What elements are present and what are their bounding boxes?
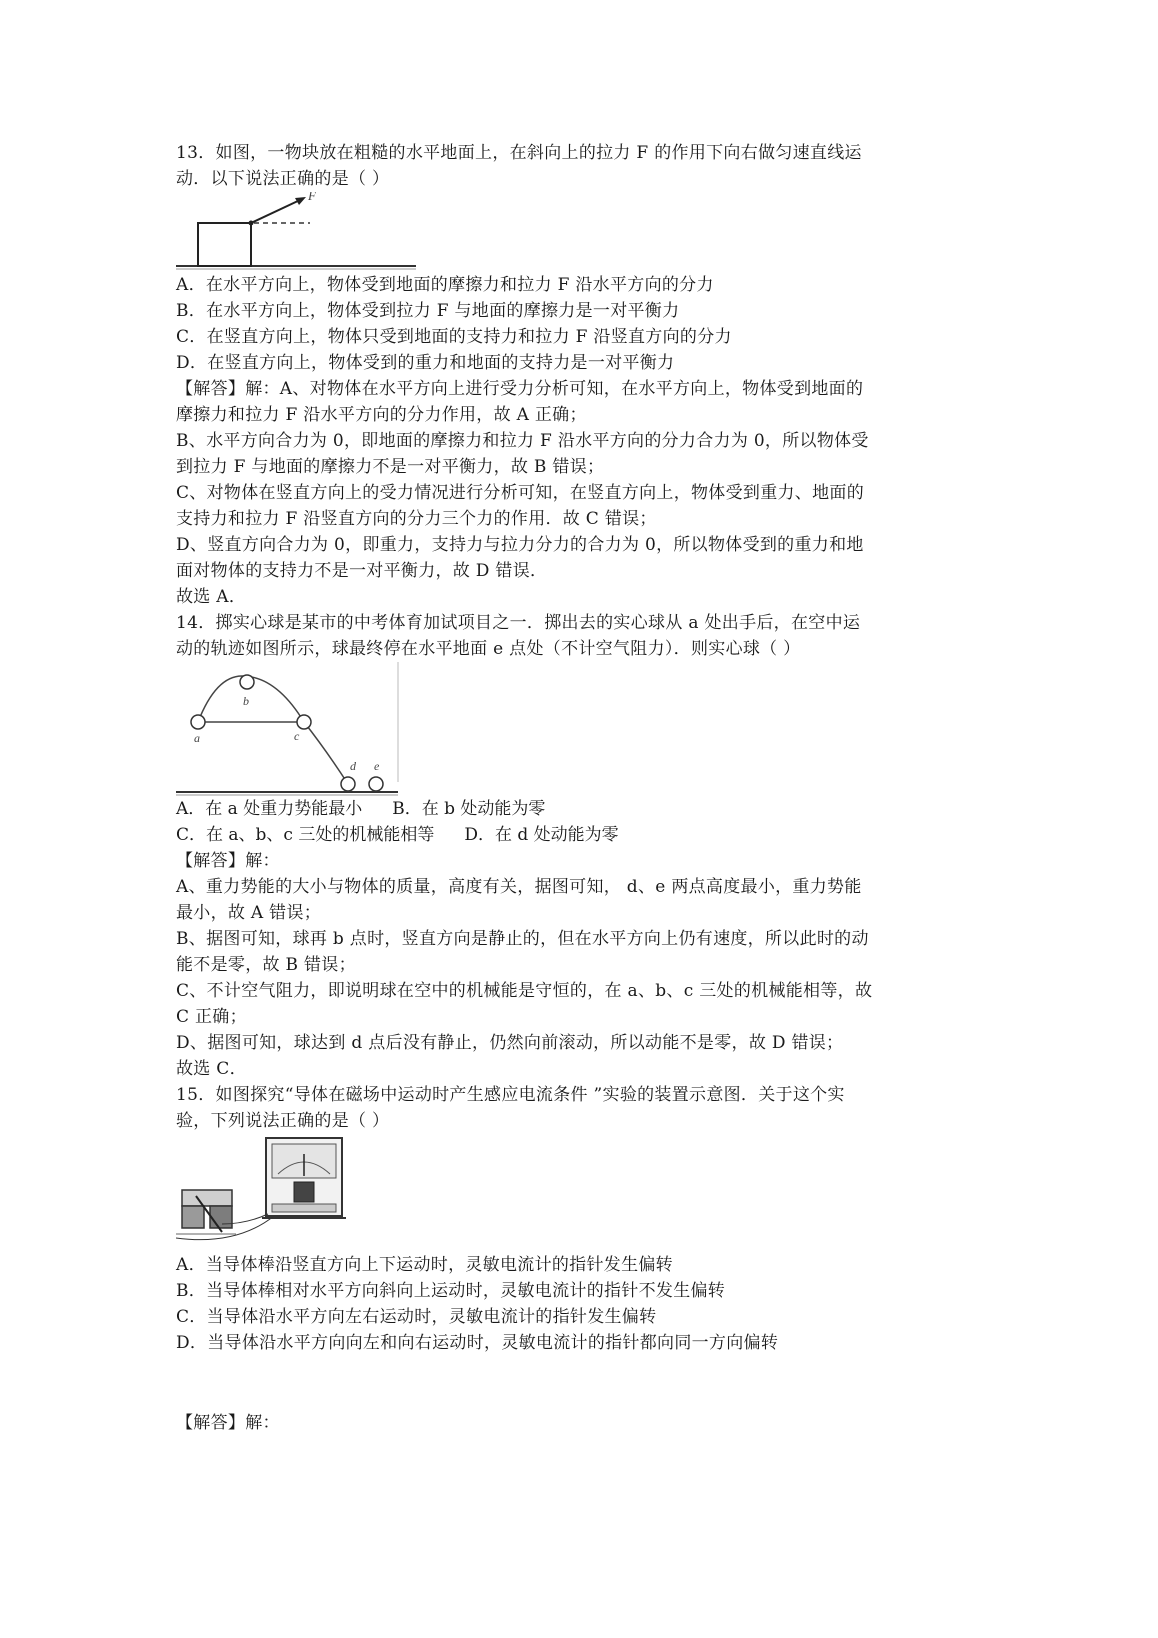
ball-position-c — [297, 715, 311, 729]
force-label-f: F — [308, 192, 316, 203]
q15-stem-line-2: 验，下列说法正确的是（ ） — [176, 1111, 390, 1131]
ball-position-b — [240, 675, 254, 689]
label-a: a — [194, 731, 200, 745]
ball-position-e — [369, 777, 383, 791]
q14-option-b: B．在 b 处动能为零 — [392, 799, 546, 819]
q15-option-c: C．当导体沿水平方向左右运动时，灵敏电流计的指针发生偏转 — [176, 1307, 657, 1327]
q13-option-c: C．在竖直方向上，物体只受到地面的支持力和拉力 F 沿竖直方向的分力 — [176, 327, 732, 347]
q15-figure-induction-apparatus — [176, 1134, 376, 1252]
question-13 — [176, 140, 1006, 610]
q14-answer-line-3: 最小，故 A 错误； — [176, 903, 322, 923]
q15-option-a: A．当导体棒沿竖直方向上下运动时，灵敏电流计的指针发生偏转 — [176, 1255, 673, 1275]
q14-answer-line-9: 故选 C． — [176, 1059, 247, 1079]
q13-answer-line-8: 面对物体的支持力不是一对平衡力，故 D 错误． — [176, 561, 548, 581]
q13-answer-line-9: 故选 A． — [176, 587, 247, 607]
q14-answer-line-1: 【解答】解： — [176, 851, 280, 871]
label-c: c — [294, 729, 300, 743]
q13-option-b: B．在水平方向上，物体受到拉力 F 与地面的摩擦力是一对平衡力 — [176, 301, 680, 321]
question-15 — [176, 1082, 1006, 1436]
q14-options-row-1 — [176, 796, 1006, 822]
q13-option-a: A．在水平方向上，物体受到地面的摩擦力和拉力 F 沿水平方向的分力 — [176, 275, 714, 295]
q14-answer-line-6: C、不计空气阻力，即说明球在空中的机械能是守恒的，在 a、b、c 三处的机械能相等，故 — [176, 981, 873, 1001]
q13-answer-line-3: B、水平方向合力为 0，即地面的摩擦力和拉力 F 沿水平方向的分力合力为 0，所以物体受 — [176, 431, 869, 451]
question-14 — [176, 610, 1006, 1082]
spacer — [176, 1356, 1006, 1410]
q13-answer-line-1: 【解答】解：A、对物体在水平方向上进行受力分析可知，在水平方向上，物体受到地面的 — [176, 379, 864, 399]
ball-position-a — [191, 715, 205, 729]
q14-stem-line-1: 14．掷实心球是某市的中考体育加试项目之一．掷出去的实心球从 a 处出手后，在空中运 — [176, 613, 861, 633]
q15-answer-head: 【解答】解： — [176, 1413, 280, 1433]
q14-answer-line-5: 能不是零，故 B 错误； — [176, 955, 356, 975]
label-e: e — [374, 759, 380, 773]
q14-options-row-2 — [176, 822, 1006, 848]
q13-stem-line-2: 动．以下说法正确的是（ ） — [176, 169, 390, 189]
label-b: b — [243, 694, 249, 708]
label-d: d — [350, 759, 356, 773]
magnet-top — [182, 1190, 232, 1206]
q13-answer-line-2: 摩擦力和拉力 F 沿水平方向的分力作用，故 A 正确； — [176, 405, 587, 425]
q15-option-b: B．当导体棒相对水平方向斜向上运动时，灵敏电流计的指针不发生偏转 — [176, 1281, 726, 1301]
q13-option-d: D．在竖直方向上，物体受到的重力和地面的支持力是一对平衡力 — [176, 353, 675, 373]
q13-answer-line-6: 支持力和拉力 F 沿竖直方向的分力三个力的作用．故 C 错误； — [176, 509, 657, 529]
q14-figure-ball-trajectory — [176, 662, 426, 796]
q14-answer-line-7: C 正确； — [176, 1007, 247, 1027]
document-page — [176, 140, 1006, 1436]
magnet-pole-s — [210, 1206, 232, 1228]
q13-answer-line-7: D、竖直方向合力为 0，即重力，支持力与拉力分力的合力为 0，所以物体受到的重力和地 — [176, 535, 864, 555]
q14-stem-line-2: 动的轨迹如图所示，球最终停在水平地面 e 点处（不计空气阻力）．则实心球（ ） — [176, 639, 801, 659]
magnet-pole-n — [182, 1206, 204, 1228]
q13-stem-line-1: 13．如图，一物块放在粗糙的水平地面上，在斜向上的拉力 F 的作用下向右做匀速直线运 — [176, 143, 862, 163]
q13-figure-block-on-ground — [176, 192, 416, 272]
q14-option-c: C．在 a、b、c 三处的机械能相等 — [176, 825, 435, 845]
q15-stem-line-1: 15．如图探究“导体在磁场中运动时产生感应电流条件 ”实验的装置示意图．关于这个实 — [176, 1085, 845, 1105]
q14-answer-line-8: D、据图可知，球达到 d 点后没有静止，仍然向前滚动，所以动能不是零，故 D 错误； — [176, 1033, 844, 1053]
q14-answer-line-2: A、重力势能的大小与物体的质量，高度有关，据图可知， d、e 两点高度最小，重力势能 — [176, 877, 862, 897]
q13-answer-line-5: C、对物体在竖直方向上的受力情况进行分析可知，在竖直方向上，物体受到重力、地面的 — [176, 483, 865, 503]
q14-answer-line-4: B、据图可知，球再 b 点时，竖直方向是静止的，但在水平方向上仍有速度，所以此时的动 — [176, 929, 869, 949]
q14-option-d: D．在 d 处动能为零 — [464, 825, 619, 845]
q15-option-d: D．当导体沿水平方向向左和向右运动时，灵敏电流计的指针都向同一方向偏转 — [176, 1333, 779, 1353]
q14-option-a: A．在 a 处重力势能最小 — [176, 799, 363, 819]
ball-position-d — [341, 777, 355, 791]
q13-answer-line-4: 到拉力 F 与地面的摩擦力不是一对平衡力，故 B 错误； — [176, 457, 605, 477]
